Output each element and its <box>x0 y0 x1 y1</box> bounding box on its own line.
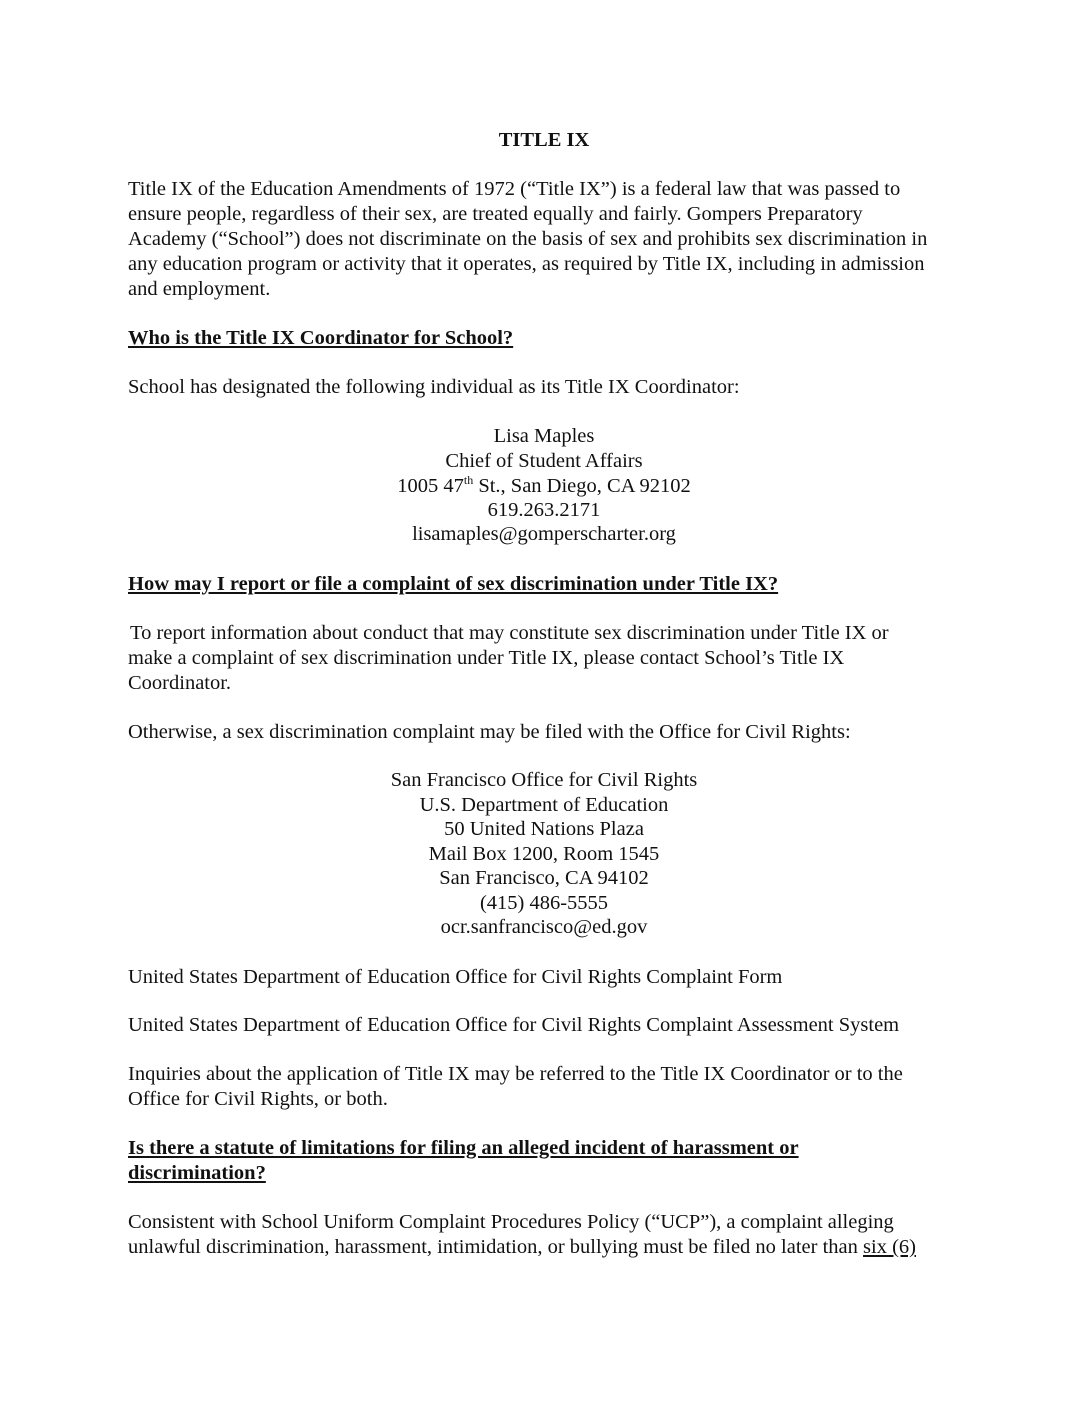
limitations-line: Consistent with School Uniform Complaint Procedures Policy (“UCP”), a complaint alleging <box>128 1211 894 1233</box>
limitations-heading-line: Is there a statute of limitations for filing an alleged incident of harassment or <box>128 1137 799 1159</box>
street-suffix: th <box>463 473 474 488</box>
ocr-complaint-form-link[interactable]: United States Department of Education Office for Civil Rights Complaint Form <box>128 966 783 988</box>
limitations-line-text: unlawful discrimination, harassment, intimidation, or bullying must be filed no later than <box>128 1236 864 1258</box>
ocr-address-line: San Francisco, CA 94102 <box>439 867 649 889</box>
inquiries-line: Inquiries about the application of Title IX may be referred to the Title IX Coordinator or to the <box>128 1063 903 1085</box>
complaint-heading: How may I report or file a complaint of sex discrimination under Title IX? <box>128 573 779 595</box>
report-line: Coordinator. <box>128 672 232 694</box>
ocr-address-line: 50 United Nations Plaza <box>444 818 644 840</box>
coordinator-role: Chief of Student Affairs <box>445 450 643 472</box>
intro-line: ensure people, regardless of their sex, are treated equally and fairly. Gompers Preparatory <box>128 203 863 225</box>
six-months-text: six (6) <box>863 1236 916 1258</box>
ocr-address-line: (415) 486-5555 <box>479 892 609 914</box>
ocr-address-line: U.S. Department of Education <box>419 794 669 816</box>
coordinator-phone: 619.263.2171 <box>487 499 601 521</box>
ocr-address-line: Mail Box 1200, Room 1545 <box>428 843 660 865</box>
intro-line: Title IX of the Education Amendments of 1972 (“Title IX”) is a federal law that was passed to <box>128 178 901 200</box>
ocr-address-line: San Francisco Office for Civil Rights <box>390 769 698 791</box>
ocr-email[interactable]: ocr.sanfrancisco@ed.gov <box>440 916 648 938</box>
inquiries-line: Office for Civil Rights, or both. <box>128 1088 388 1110</box>
street-number: 1005 47 <box>397 475 464 497</box>
intro-line: and employment. <box>128 278 271 300</box>
ocr-assessment-system-link[interactable]: United States Department of Education Office for Civil Rights Complaint Assessment System <box>128 1014 900 1036</box>
coordinator-email[interactable]: lisamaples@gomperscharter.org <box>412 523 676 545</box>
limitations-line <box>128 1235 916 1260</box>
coordinator-text: School has designated the following individual as its Title IX Coordinator: <box>128 376 740 398</box>
intro-line: Academy (“School”) does not discriminate on the basis of sex and prohibits sex discrimination in <box>128 228 928 250</box>
ocr-intro-text: Otherwise, a sex discrimination complaint may be filed with the Office for Civil Rights: <box>128 721 851 743</box>
coordinator-heading: Who is the Title IX Coordinator for School? <box>128 327 514 349</box>
coordinator-name: Lisa Maples <box>493 425 595 447</box>
report-line: To report information about conduct that may constitute sex discrimination under Title IX or <box>130 622 889 644</box>
intro-line: any education program or activity that it operates, as required by Title IX, including in admission <box>128 253 925 275</box>
page-title: TITLE IX <box>498 129 590 151</box>
street-rest: St., San Diego, CA 92102 <box>473 475 691 497</box>
report-line: make a complaint of sex discrimination under Title IX, please contact School’s Title IX <box>128 647 845 669</box>
coordinator-address <box>130 474 958 499</box>
limitations-heading-line: discrimination? <box>128 1162 266 1184</box>
